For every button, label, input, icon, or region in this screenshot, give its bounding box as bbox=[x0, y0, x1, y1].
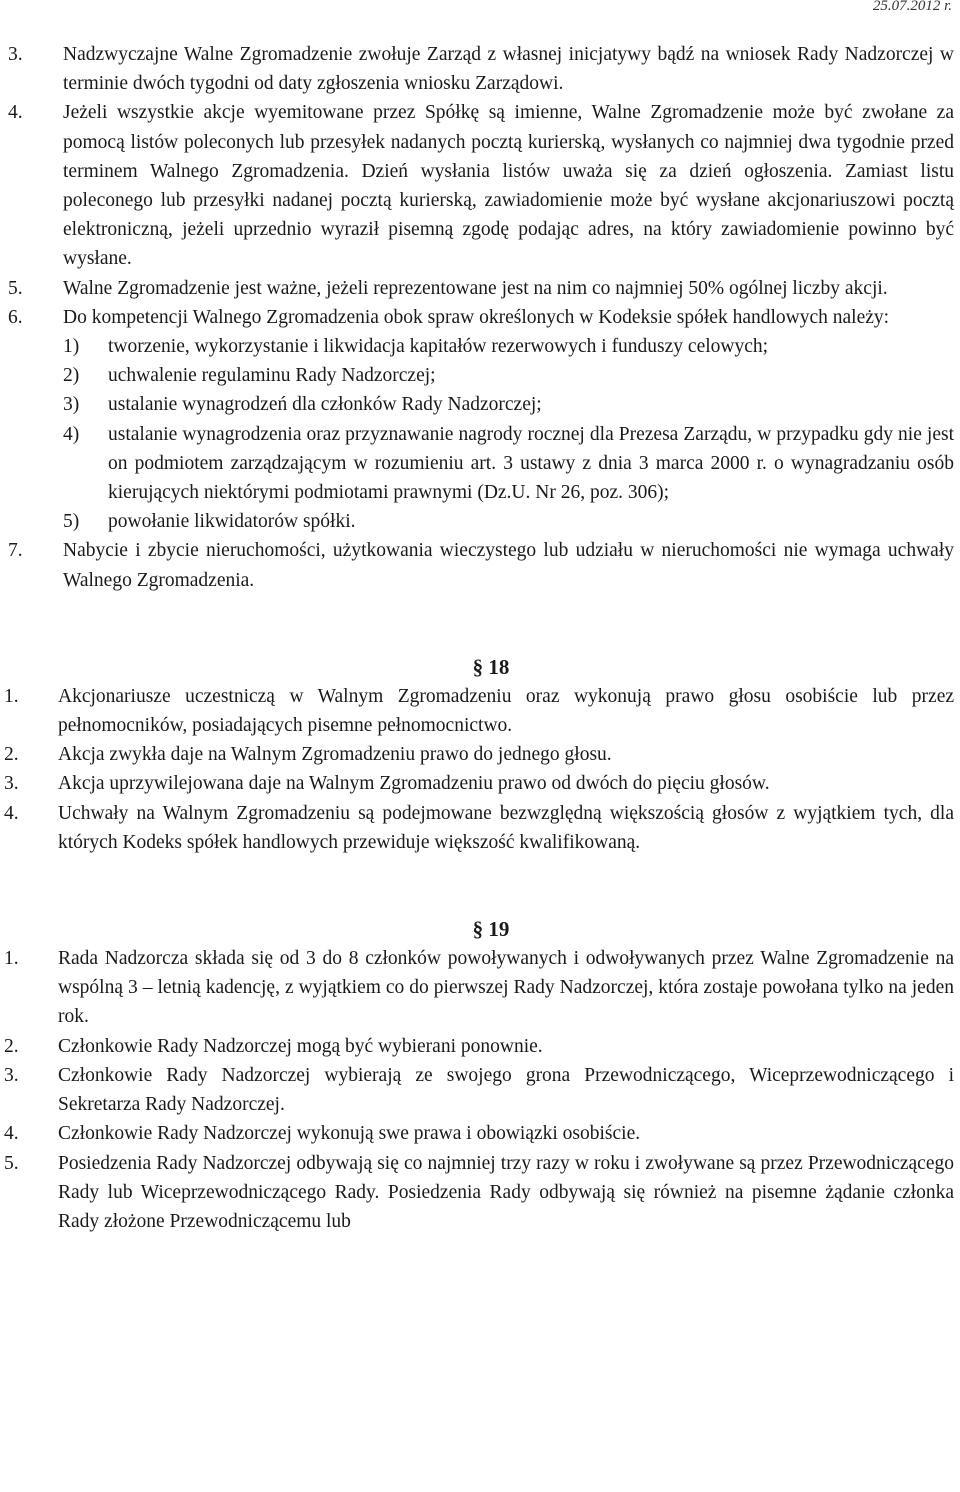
item-text: Uchwały na Walnym Zgromadzeniu są podejmowane bezwzględną większością głosów z wyjątkiem tych, dla których Kodeks spółek handlowych przewiduje większość kwalifikowaną. bbox=[58, 802, 954, 853]
item-text: Akcja zwykła daje na Walnym Zgromadzeniu prawo do jednego głosu. bbox=[58, 744, 612, 766]
list-item bbox=[0, 799, 960, 857]
item-text: Akcjonariusze uczestniczą w Walnym Zgromadzeniu oraz wykonują prawo głosu osobiście lub przez pełnomocników, posiadających pisemne pełnomocnictwo. bbox=[58, 685, 954, 737]
sub-item-number: 1) bbox=[63, 336, 80, 358]
sub-item-text: tworzenie, wykorzystanie i likwidacja kapitałów rezerwowych i funduszy celowych; bbox=[108, 336, 769, 358]
sub-list-item bbox=[0, 507, 960, 536]
list-item bbox=[0, 1149, 960, 1237]
sub-item-number: 5) bbox=[63, 511, 80, 533]
item-number: 2. bbox=[4, 1035, 19, 1057]
section-heading: § 19 bbox=[472, 917, 510, 942]
item-number: 5. bbox=[8, 277, 23, 299]
list-item bbox=[0, 274, 960, 303]
page-date: 25.07.2012 r. bbox=[872, 0, 952, 14]
list-item bbox=[0, 1061, 960, 1119]
item-number: 5. bbox=[4, 1152, 19, 1174]
list-item bbox=[0, 769, 960, 798]
list-item bbox=[0, 682, 960, 740]
sub-item-text: uchwalenie regulaminu Rady Nadzorczej; bbox=[108, 365, 436, 387]
list-item bbox=[0, 40, 960, 98]
item-text: Członkowie Rady Nadzorczej wykonują swe prawa i obowiązki osobiście. bbox=[58, 1123, 641, 1145]
sub-list-item bbox=[0, 332, 960, 361]
item-text: Członkowie Rady Nadzorczej wybierają ze swojego grona Przewodniczącego, Wiceprzewodniczącego i Sekretarza Rady Nadzorczej. bbox=[58, 1064, 954, 1116]
sub-item-text: ustalanie wynagrodzeń dla członków Rady Nadzorczej; bbox=[108, 394, 542, 416]
item-text: Jeżeli wszystkie akcje wyemitowane przez Spółkę są imienne, Walne Zgromadzenie może być zwołane za pomocą listów poleconych lub przesyłek nadanych pocztą kurierską, wysłanych co najmniej dwa tygodnie przed terminem Walnego Zgromadzenia. Dzień wysłania listów uważa się za dzień ogłoszenia. Zamiast listu poleconego lub przesyłki nadanej pocztą kurierską, zawiadomienie może być wysłane akcjonariuszowi pocztą elektroniczną, jeżeli uprzednio wyraził pisemną zgodę podając adres, na który zawiadomienie powinno być wysłane. bbox=[63, 102, 954, 270]
list-item bbox=[0, 98, 960, 273]
sub-item-text: ustalanie wynagrodzenia oraz przyznawanie nagrody rocznej dla Prezesa Zarządu, w przypadku gdy nie jest on podmiotem zarządzającym w rozumieniu art. 3 ustawy z dnia 3 marca 2000 r. o wynagradzaniu osób kierujących niektórymi podmiotami prawnymi (Dz.U. Nr 26, poz. 306); bbox=[108, 423, 954, 504]
item-number: 1. bbox=[4, 685, 19, 707]
document-body bbox=[0, 40, 960, 1236]
item-number: 3. bbox=[4, 1064, 19, 1086]
section-heading: § 18 bbox=[472, 654, 510, 679]
item-number: 4. bbox=[4, 1123, 19, 1145]
item-text: Członkowie Rady Nadzorczej mogą być wybierani ponownie. bbox=[58, 1035, 543, 1057]
item-number: 2. bbox=[4, 744, 19, 766]
list-item bbox=[0, 303, 960, 332]
item-text: Rada Nadzorcza składa się od 3 do 8 członków powoływanych i odwoływanych przez Walne Zgromadzenie na wspólną 3 – letnią kadencję, z wyjątkiem co do pierwszej Rady Nadzorczej, która zostaje powołana tylko na jeden rok. bbox=[58, 948, 954, 1028]
item-text: Walne Zgromadzenie jest ważne, jeżeli reprezentowane jest na nim co najmniej 50% ogólnej liczby akcji. bbox=[63, 277, 888, 299]
list-item bbox=[0, 1119, 960, 1148]
item-number: 6. bbox=[8, 306, 23, 328]
item-number: 4. bbox=[4, 802, 19, 824]
sub-item-number: 4) bbox=[63, 423, 80, 445]
list-item bbox=[0, 944, 960, 1032]
list-item bbox=[0, 1032, 960, 1061]
sub-item-number: 2) bbox=[63, 365, 80, 387]
item-number: 1. bbox=[4, 948, 19, 970]
list-item bbox=[0, 740, 960, 769]
item-number: 4. bbox=[8, 102, 23, 124]
sub-list-item bbox=[0, 390, 960, 419]
item-text: Akcja uprzywilejowana daje na Walnym Zgromadzeniu prawo od dwóch do pięciu głosów. bbox=[58, 773, 770, 795]
sub-item-text: powołanie likwidatorów spółki. bbox=[108, 511, 356, 533]
item-number: 3. bbox=[8, 44, 23, 65]
sub-list-item bbox=[0, 361, 960, 390]
sub-list-item bbox=[0, 420, 960, 508]
item-text: Nadzwyczajne Walne Zgromadzenie zwołuje Zarząd z własnej inicjatywy bądź na wniosek Rady Nadzorczej w terminie dwóch tygodni od daty zgłoszenia wniosku Zarządowi. bbox=[63, 44, 954, 95]
item-text: Posiedzenia Rady Nadzorczej odbywają się co najmniej trzy razy w roku i zwoływane są przez Przewodniczącego Rady lub Wiceprzewodniczącego Rady. Posiedzenia Rady odbywają się również na pisemne żądanie członka Rady złożone Przewodniczącemu lub bbox=[58, 1152, 954, 1232]
item-text: Do kompetencji Walnego Zgromadzenia obok spraw określonych w Kodeksie spółek handlowych należy: bbox=[63, 306, 890, 328]
sub-item-number: 3) bbox=[63, 394, 80, 416]
item-text: Nabycie i zbycie nieruchomości, użytkowania wieczystego lub udziału w nieruchomości nie wymaga uchwały Walnego Zgromadzenia. bbox=[63, 540, 954, 591]
item-number: 7. bbox=[8, 540, 23, 562]
list-item bbox=[0, 536, 960, 594]
item-number: 3. bbox=[4, 773, 19, 795]
